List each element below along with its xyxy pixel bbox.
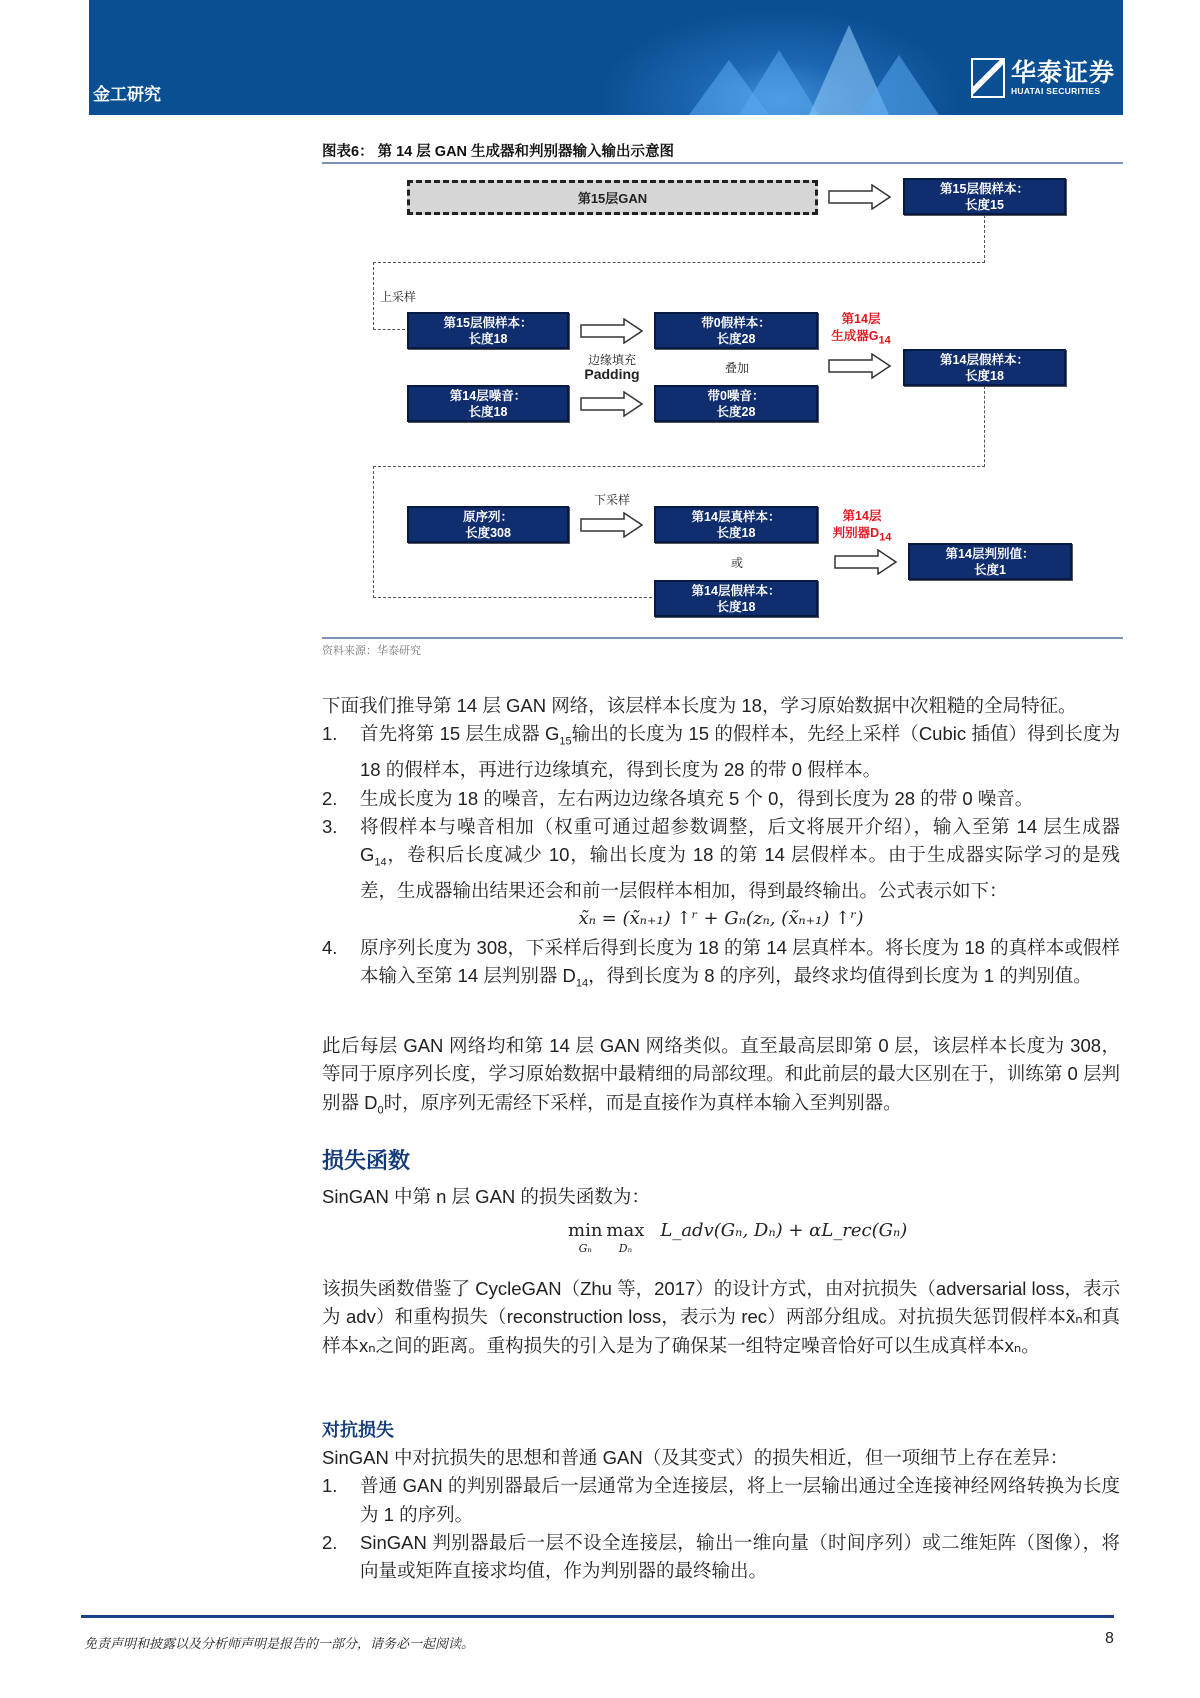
connector-line bbox=[984, 215, 985, 263]
caption-rule bbox=[322, 162, 1123, 164]
or-label: 或 bbox=[730, 556, 743, 570]
logo-cn-text: 华泰证券 bbox=[1010, 59, 1115, 87]
source-rule bbox=[322, 637, 1123, 639]
gan15-block: 第15层GAN bbox=[407, 180, 818, 215]
original-series-box bbox=[407, 506, 569, 543]
box-value: 长度18 bbox=[468, 331, 508, 346]
padded-noise-box bbox=[654, 385, 818, 422]
formula-loss bbox=[568, 1222, 907, 1258]
arrow-right-icon bbox=[828, 353, 892, 379]
box-label: 第15层假样本： bbox=[443, 315, 533, 330]
box-label: 带0噪音： bbox=[707, 388, 765, 403]
subscript: 0 bbox=[377, 1104, 384, 1117]
generator-label bbox=[826, 311, 896, 350]
real14-box bbox=[654, 506, 818, 543]
subscript: 15 bbox=[559, 735, 572, 748]
loss-description: 该损失函数借鉴了 CycleGAN（Zhu 等，2017）的设计方式，由对抗损失（adversarial loss，表示为 adv）和重构损失（reconstruction loss，表示为 rec）两部分组成。对抗损失惩罚假样本x̃ₙ和真样本xₙ之间的距离。重构损失的引入是为了确保某一组特定噪音恰好可以生成真样本xₙ。 bbox=[322, 1278, 1120, 1356]
connector-line bbox=[373, 262, 985, 263]
figure-caption: 图表6： 第 14 层 GAN 生成器和判别器输入输出示意图 bbox=[322, 144, 675, 160]
discriminator-layer: 第14层 bbox=[842, 509, 882, 523]
add-label: 叠加 bbox=[724, 361, 749, 375]
section-tag: 金工研究 bbox=[93, 85, 161, 105]
huatai-logo bbox=[971, 58, 1115, 98]
report-header-banner bbox=[89, 0, 1123, 115]
max-sub: Dₙ bbox=[618, 1242, 633, 1255]
min-sub: Gₙ bbox=[578, 1242, 592, 1255]
padding-label-cn: 边缘填充 bbox=[587, 353, 636, 367]
box-label: 第15层假样本： bbox=[940, 181, 1029, 196]
decorative-peak bbox=[739, 50, 819, 115]
list-text: SinGAN 判别器最后一层不设全连接层，输出一维向量（时间序列）或二维矩阵（图像），将向量或矩阵直接求均值，作为判别器的最终输出。 bbox=[360, 1531, 1120, 1582]
paragraph-text: 此后每层 GAN 网络均和第 14 层 GAN 网络类似。直至最高层即第 0 层，该层样本长度为 308，等同于原序列长度，学习原始数据中最精细的局部纹理。和此前层的最大区别在于，训练第 0 层判别器 D bbox=[322, 1035, 1120, 1113]
arrow-right-icon bbox=[828, 184, 892, 210]
noise14-box bbox=[407, 385, 569, 422]
discriminator-sub: 14 bbox=[879, 531, 892, 544]
box-value: 长度18 bbox=[468, 404, 508, 419]
list-number: 4. bbox=[322, 936, 338, 958]
box-value: 长度28 bbox=[716, 331, 756, 346]
box-value: 长度18 bbox=[716, 599, 756, 614]
list-text: 普通 GAN 的判别器最后一层通常为全连接层，将上一层输出通过全连接神经网络转换为长度为 1 的序列。 bbox=[360, 1475, 1120, 1525]
discriminator-label bbox=[826, 508, 898, 547]
arrow-right-icon bbox=[580, 512, 644, 538]
list-text: 原序列长度为 308，下采样后得到长度为 18 的第 14 层真样本。将长度为 18 的真样本或假样本输入至第 14 层判别器 D bbox=[360, 936, 1120, 987]
list-number: 2. bbox=[322, 1531, 338, 1553]
fake14-disc-input-box bbox=[654, 580, 818, 617]
box-label: 第14层假样本： bbox=[940, 352, 1029, 367]
min-operator bbox=[568, 1222, 602, 1258]
connector-line bbox=[373, 597, 652, 598]
arrow-right-icon bbox=[580, 391, 644, 417]
box-label: 带0假样本： bbox=[701, 315, 771, 330]
list-number: 2. bbox=[322, 787, 338, 809]
list-text: ，得到长度为 8 的序列，最终求均值得到长度为 1 的判别值。 bbox=[588, 965, 1092, 987]
formula-generator-output: x̃ₙ = (x̃ₙ₊₁) ↑ʳ + Gₙ(zₙ, (x̃ₙ₊₁) ↑ʳ) bbox=[578, 908, 864, 930]
padding-label-en: Padding bbox=[584, 366, 640, 382]
connector-line bbox=[373, 466, 374, 598]
max-text: max bbox=[606, 1220, 645, 1241]
subscript: 14 bbox=[374, 856, 387, 869]
loss-intro: SinGAN 中第 n 层 GAN 的损失函数为： bbox=[322, 1186, 650, 1207]
box-value: 长度1 bbox=[974, 562, 1006, 577]
max-operator bbox=[606, 1222, 644, 1258]
box-value: 长度15 bbox=[965, 197, 1004, 212]
box-label: 第14层噪音： bbox=[449, 388, 527, 403]
logo-en-text: HUATAI SECURITIES bbox=[1010, 86, 1101, 96]
figure-source: 资料来源：华泰研究 bbox=[322, 645, 421, 657]
footer-rule bbox=[81, 1615, 1114, 1618]
list-text: ，卷积后长度减少 10，输出长度为 18 的第 14 层假样本。由于生成器实际学习的是残差，生成器输出结果还会和前一层假样本相加，得到最终输出。公式表示如下： bbox=[360, 844, 1120, 902]
discriminator-name: 判别器D bbox=[832, 526, 880, 540]
box-label: 原序列： bbox=[462, 509, 513, 524]
list-item bbox=[322, 1529, 1120, 1586]
arrow-right-icon bbox=[834, 549, 898, 575]
decorative-peak bbox=[859, 55, 939, 115]
box-value: 长度18 bbox=[716, 525, 756, 540]
padded-fake-box bbox=[654, 312, 818, 349]
box-value: 长度308 bbox=[465, 525, 511, 540]
heading-loss-function: 损失函数 bbox=[322, 1148, 411, 1174]
page-number: 8 bbox=[1105, 1630, 1114, 1647]
paragraph-text: 时，原序列无需经下采样，而是直接作为真样本输入至判别器。 bbox=[383, 1091, 902, 1113]
upsample-label: 上采样 bbox=[380, 290, 417, 304]
list-item bbox=[322, 934, 1120, 998]
connector-line bbox=[373, 466, 985, 467]
box-label: 第14层真样本： bbox=[691, 509, 781, 524]
list-number: 3. bbox=[322, 815, 338, 837]
adv-intro: SinGAN 中对抗损失的思想和普通 GAN（及其变式）的损失相近，但一项细节上存在差异： bbox=[322, 1447, 1069, 1468]
list-text: 生成长度为 18 的噪音，左右两边边缘各填充 5 个 0，得到长度为 28 的带 0 噪音。 bbox=[360, 787, 1034, 809]
list-number: 1. bbox=[322, 1475, 338, 1497]
generator-sub: 14 bbox=[878, 334, 891, 347]
body-section-1 bbox=[322, 692, 1120, 998]
loss-expression: L_adv(Gₙ, Dₙ) + αL_rec(Gₙ) bbox=[660, 1220, 908, 1241]
box-label: 第14层判别值： bbox=[945, 546, 1035, 561]
list-item bbox=[322, 813, 1120, 906]
min-text: min bbox=[568, 1220, 603, 1241]
heading-adversarial-loss: 对抗损失 bbox=[322, 1420, 394, 1441]
connector-line bbox=[373, 329, 405, 330]
connector-line bbox=[373, 262, 374, 330]
list-item bbox=[322, 1472, 1120, 1529]
generator-layer: 第14层 bbox=[841, 312, 881, 326]
arrow-right-icon bbox=[580, 318, 644, 344]
downsample-label: 下采样 bbox=[593, 493, 630, 507]
list-text: 首先将第 15 层生成器 G bbox=[360, 723, 560, 745]
fake15-box bbox=[903, 178, 1066, 215]
paragraph-other-layers bbox=[322, 1032, 1120, 1125]
list-item bbox=[322, 785, 1120, 813]
box-value: 长度28 bbox=[716, 404, 756, 419]
fake14-box bbox=[903, 349, 1066, 386]
generator-name: 生成器G bbox=[831, 329, 879, 343]
intro-paragraph: 下面我们推导第 14 层 GAN 网络，该层样本长度为 18，学习原始数据中次粗糙的全局特征。 bbox=[322, 695, 1077, 716]
fake15-upsampled-box bbox=[407, 312, 569, 349]
box-label: 第14层假样本： bbox=[691, 583, 781, 598]
subscript: 14 bbox=[575, 977, 589, 990]
adversarial-section bbox=[322, 1444, 1120, 1585]
list-number: 1. bbox=[322, 723, 338, 745]
list-item bbox=[322, 720, 1120, 784]
disc-value-box bbox=[908, 543, 1072, 580]
huatai-logo-icon bbox=[971, 58, 1005, 98]
list-text: 将假样本与噪音相加（权重可通过超参数调整，后文将展开介绍），输入至第 14 层生成器 G bbox=[360, 815, 1120, 866]
connector-line bbox=[984, 386, 985, 467]
list-text: 输出的长度为 15 的假样本，先经上采样（Cubic 插值）得到长度为 18 的假样本，再进行边缘填充，得到长度为 28 的带 0 假样本。 bbox=[360, 723, 1120, 781]
box-value: 长度18 bbox=[965, 368, 1004, 383]
footer-disclaimer: 免责声明和披露以及分析师声明是报告的一部分，请务必一起阅读。 bbox=[84, 1637, 475, 1652]
